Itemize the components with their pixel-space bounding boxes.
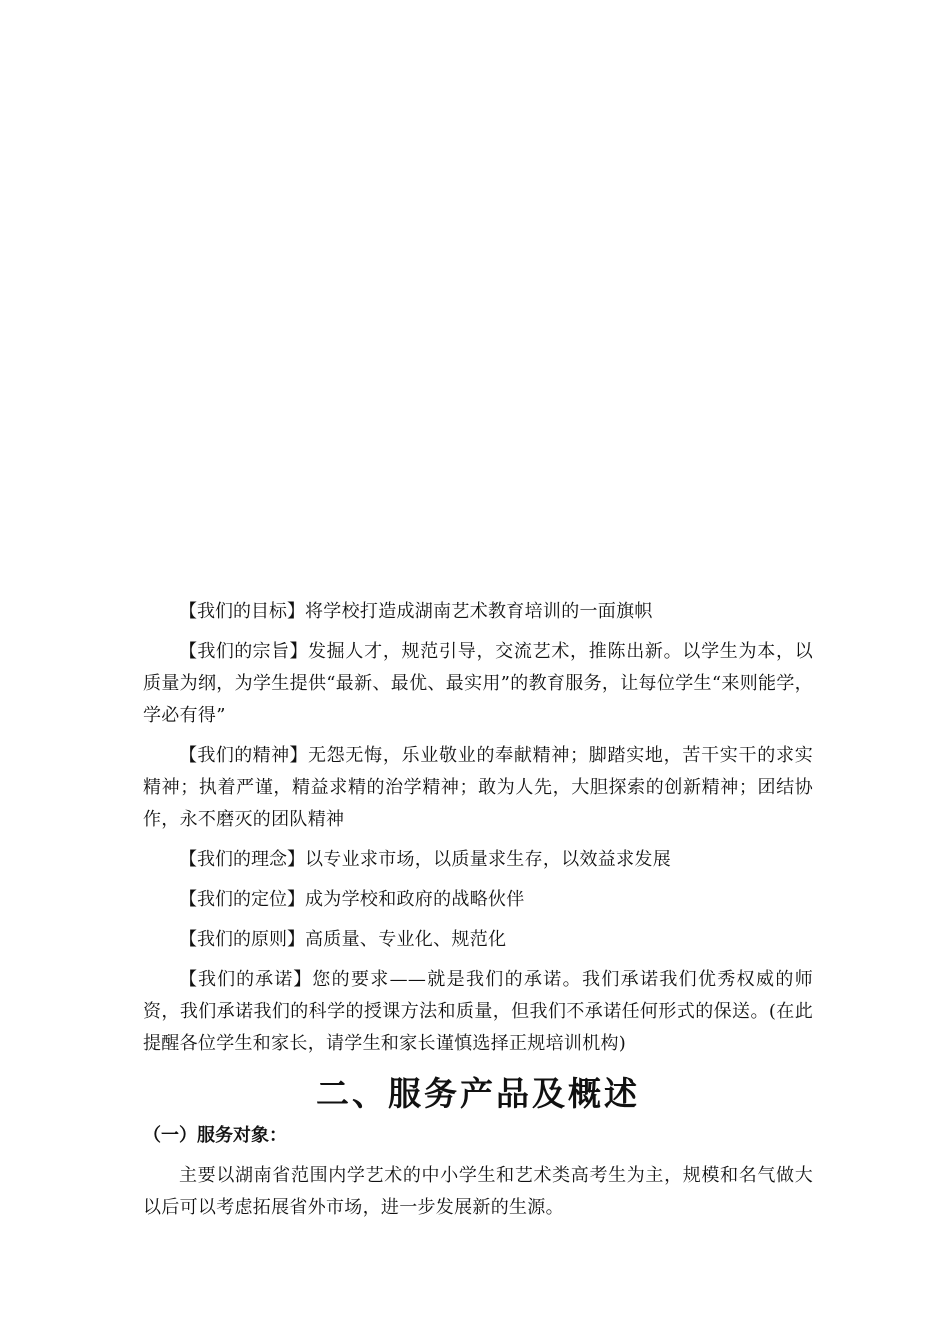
paragraph-text: 将学校打造成湖南艺术教育培训的一面旗帜 [305,601,653,622]
paragraph-text: 发掘人才，规范引导，交流艺术，推陈出新。以学生为本，以质量为纲，为学生提供“最新、最优、最实用”的教育服务，让每位学生“来则能学，学必有得” [143,641,813,726]
paragraph-philosophy [143,844,813,876]
paragraph-text: 成为学校和政府的战略伙伴 [305,889,525,910]
document-body [143,596,813,1232]
paragraph-tag: 【我们的理念】 [179,849,305,870]
paragraph-promise [143,964,813,1060]
paragraph-goal [143,596,813,628]
paragraph-text: 以专业求市场，以质量求生存，以效益求发展 [305,849,671,870]
paragraph-tag: 【我们的目标】 [179,601,305,622]
paragraph-principle [143,924,813,956]
paragraph-spirit [143,740,813,836]
section-heading: 二、服务产品及概述 [316,1074,640,1113]
paragraph-text: 高质量、专业化、规范化 [305,929,507,950]
section-subheading: （一）服务对象： [143,1125,287,1146]
paragraph-tag: 【我们的承诺】 [179,969,313,990]
paragraph-positioning [143,884,813,916]
paragraph-tag: 【我们的原则】 [179,929,305,950]
paragraph-text: 您的要求——就是我们的承诺。我们承诺我们优秀权威的师资，我们承诺我们的科学的授课方法和质量，但我们不承诺任何形式的保送。(在此提醒各位学生和家长，请学生和家长谨慎选择正规培训机构) [143,969,813,1054]
paragraph-tag: 【我们的精神】 [179,745,308,766]
paragraph-text: 无怨无悔，乐业敬业的奉献精神；脚踏实地，苦干实干的求实精神；执着严谨，精益求精的治学精神；敢为人先，大胆探索的创新精神；团结协作，永不磨灭的团队精神 [143,745,813,830]
paragraph-service-target: 主要以湖南省范围内学艺术的中小学生和艺术类高考生为主，规模和名气做大以后可以考虑拓展省外市场，进一步发展新的生源。 [143,1165,813,1218]
paragraph-purpose [143,636,813,732]
paragraph-tag: 【我们的定位】 [179,889,305,910]
paragraph-tag: 【我们的宗旨】 [179,641,308,662]
